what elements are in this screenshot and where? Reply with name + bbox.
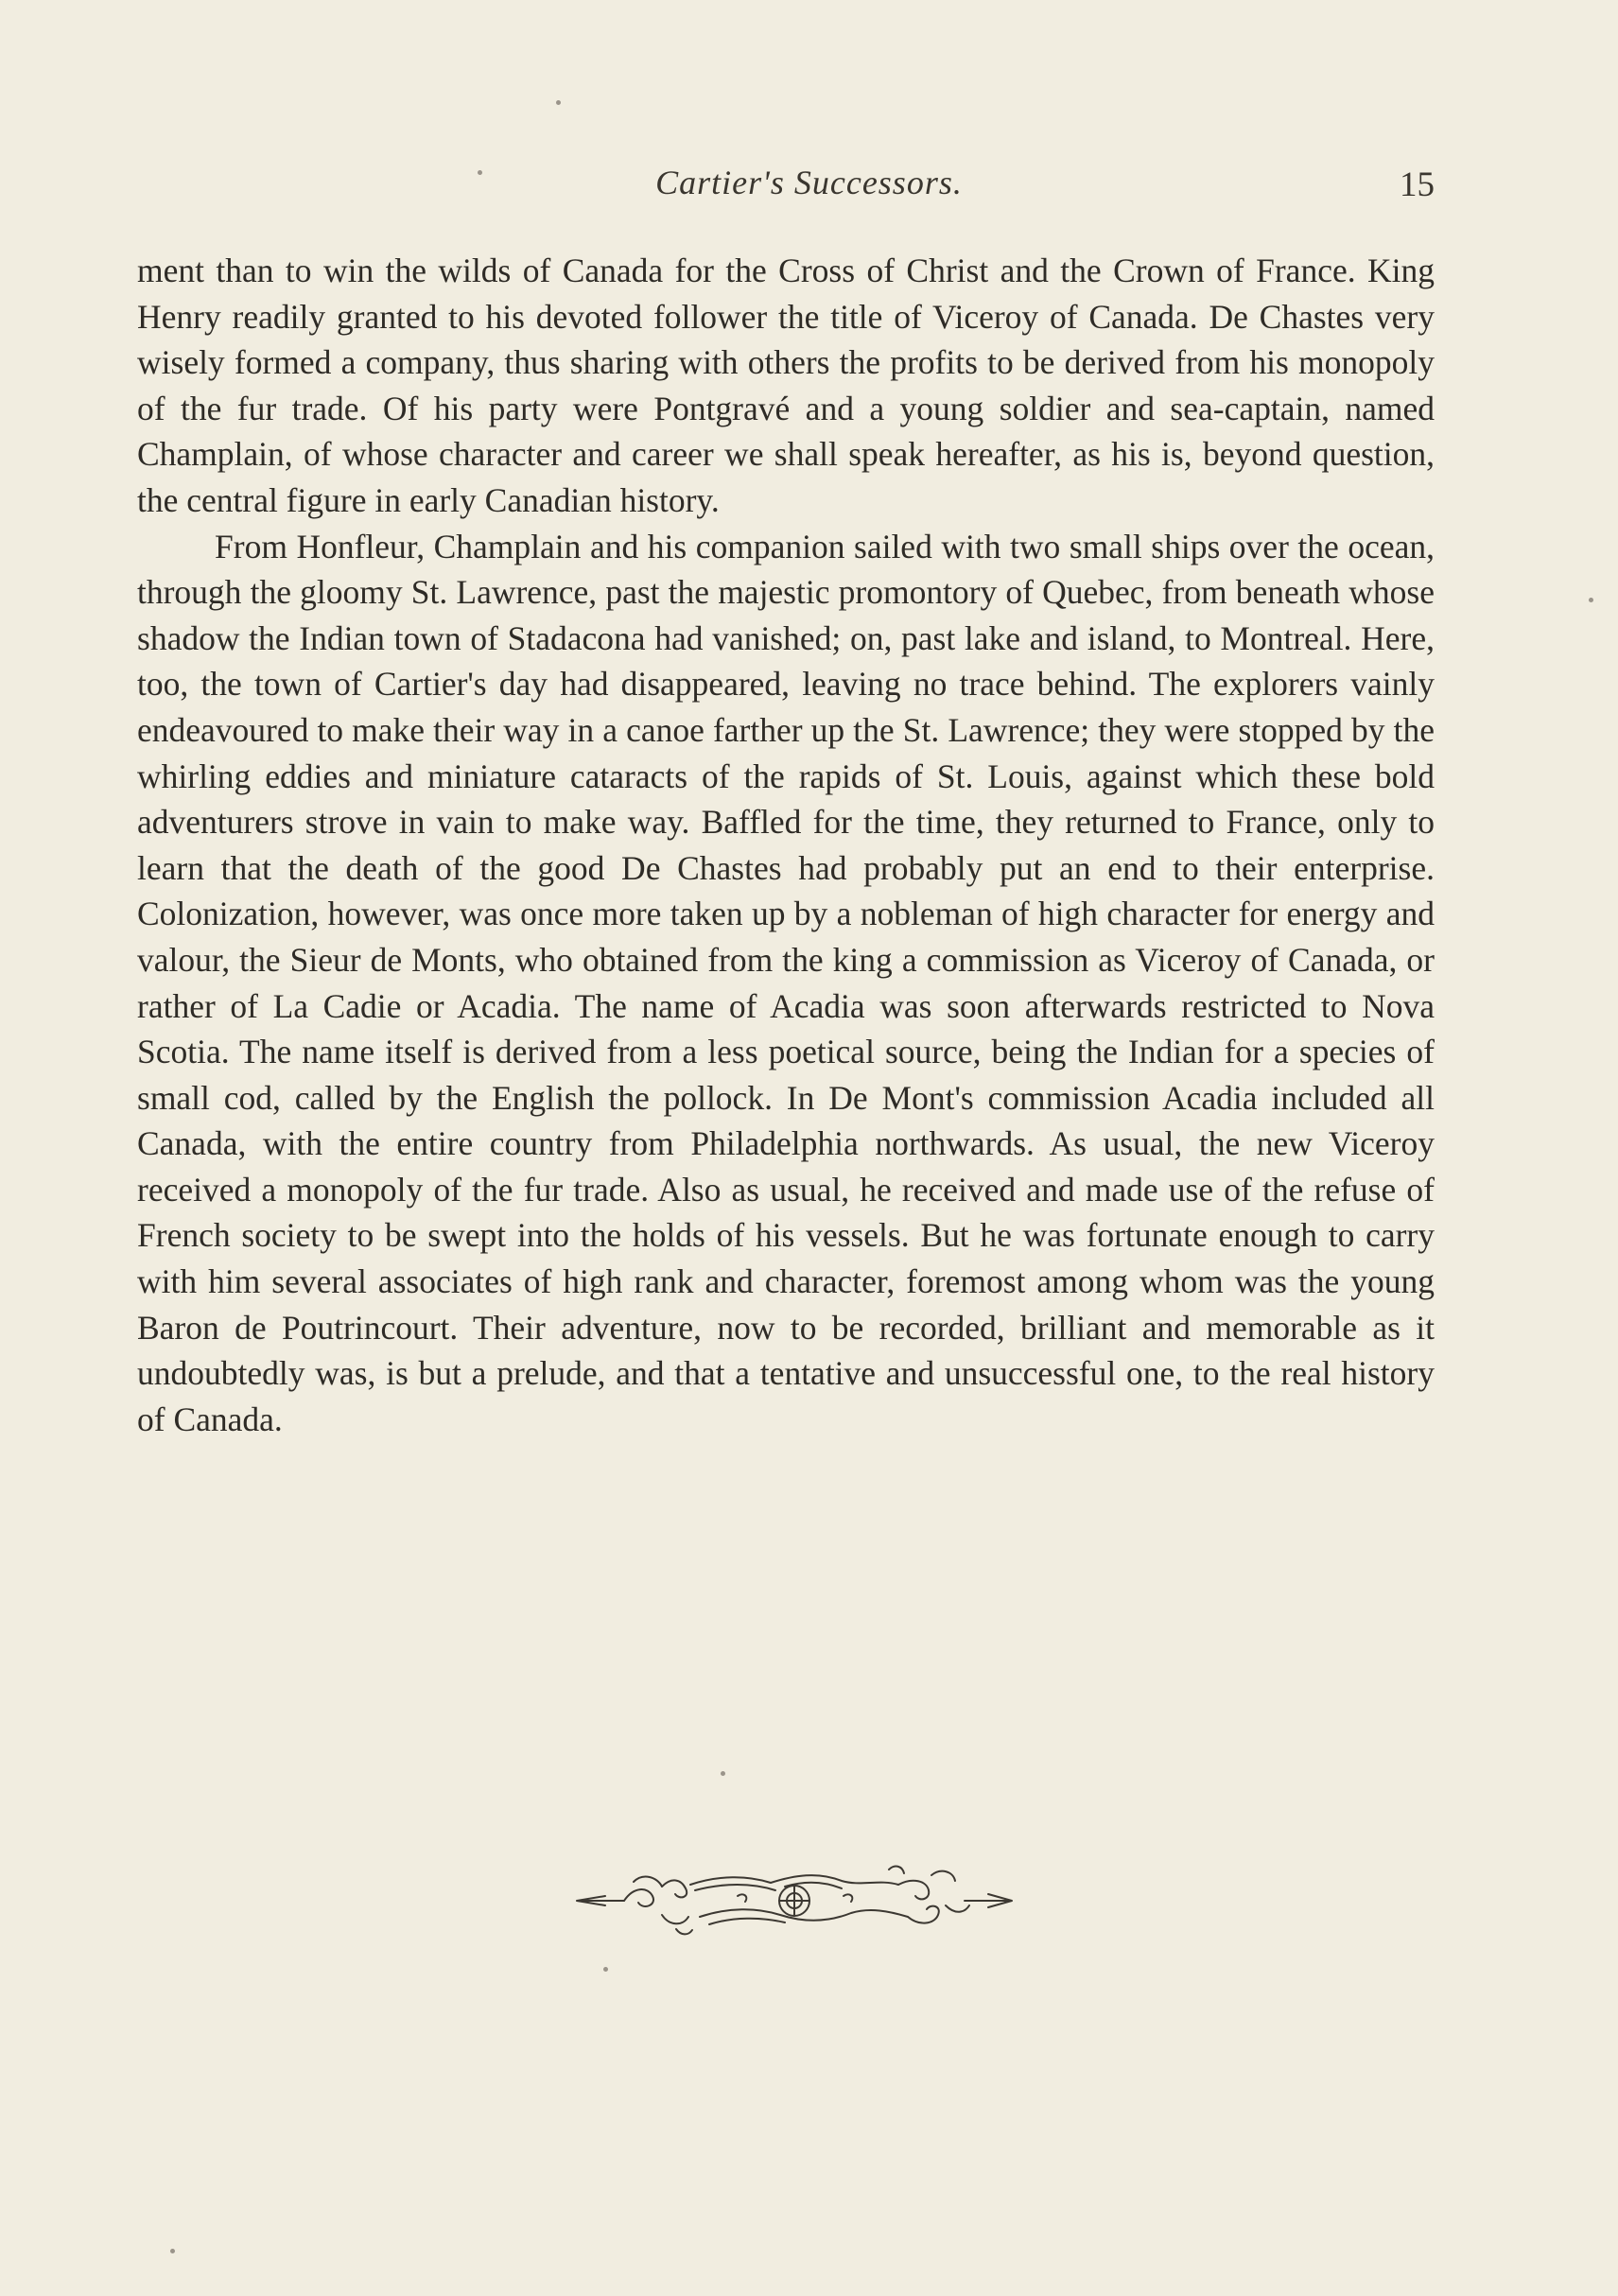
running-title: Cartier's Successors. [655, 164, 963, 201]
body-text [137, 248, 1435, 1442]
page-number: 15 [1400, 165, 1435, 204]
paper-speck [556, 100, 561, 105]
decorative-scroll-ornament-icon [567, 1858, 1021, 1943]
paper-speck [721, 1771, 725, 1776]
paragraph: From Honfleur, Champlain and his companion sailed with two small ships over the ocean, through the gloomy St. Lawrence, past the majestic promontory of Quebec, from beneath whose shadow the Indian town of Stadacona had vanished; on, past lake and island, to Montreal. Here, too, the town of Cartier's day had disappeared, leaving no trace behind. The explorers vainly endeavoured to make their way in a canoe farther up the St. Lawrence; they were stopped by the whirling eddies and miniature cataracts of the rapids of St. Louis, against which these bold adventurers strove in vain to make way. Baffled for the time, they returned to France, only to learn that the death of the good De Chastes had probably put an end to their enterprise. Colonization, however, was once more taken up by a nobleman of high character for energy and valour, the Sieur de Monts, who obtained from the king a commission as Viceroy of Canada, or rather of La Cadie or Acadia. The name of Acadia was soon afterwards restricted to Nova Scotia. The name itself is derived from a less poetical source, being the Indian for a species of small cod, called by the English the pollock. In De Mont's commission Acadia included all Canada, with the entire country from Philadelphia northwards. As usual, the new Viceroy received a monopoly of the fur trade. Also as usual, he received and made use of the refuse of French society to be swept into the holds of his vessels. But he was fortunate enough to carry with him several associates of high rank and character, foremost among whom was the young Baron de Poutrincourt. Their adventure, now to be recorded, brilliant and memorable as it undoubtedly was, is but a prelude, and that a tentative and unsuccessful one, to the real history of Canada. [137, 527, 1435, 1438]
running-head [0, 163, 1618, 210]
paper-speck [603, 1967, 608, 1972]
paper-speck [170, 2249, 175, 2253]
paragraph-continued: ment than to win the wilds of Canada for the Cross of Christ and the Crown of France. King Henry readily granted to his devoted follower the title of Viceroy of Canada. De Chastes very wisely formed a company, thus sharing with others the profits to be derived from his monopoly of the fur trade. Of his party were Pontgravé and a young soldier and sea-captain, named Champlain, of whose character and career we shall speak hereafter, as his is, beyond question, the central figure in early Canadian history. [137, 252, 1435, 519]
paper-speck [1589, 598, 1593, 602]
paper-speck [478, 170, 482, 175]
